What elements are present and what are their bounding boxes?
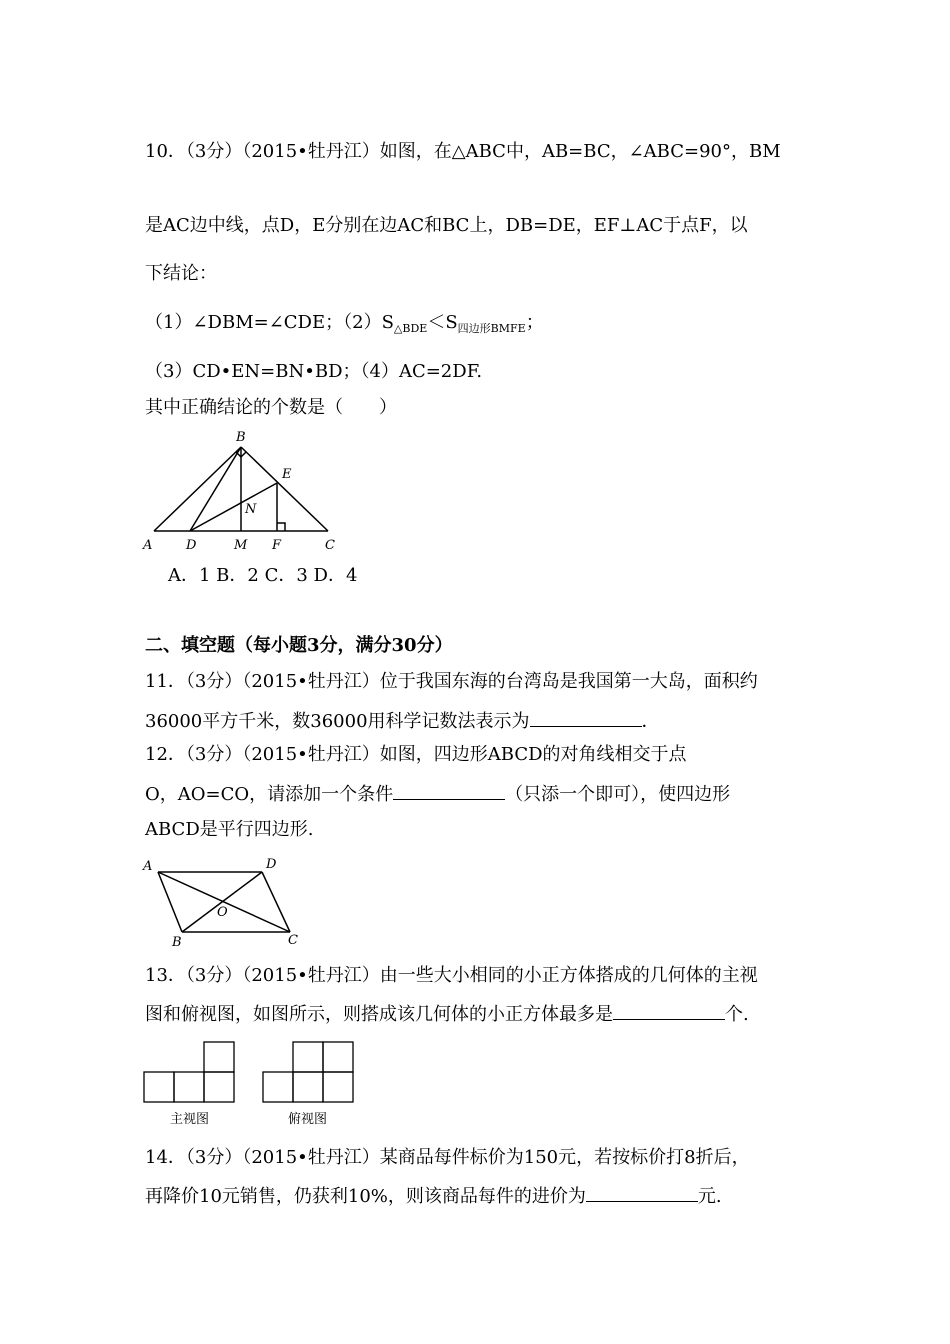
q10-subscript-bde: △BDE: [393, 322, 428, 335]
q14-text: 再降价10元销售，仍获利10%，则该商品每件的进价为: [145, 1186, 586, 1207]
q10-label-n: N: [245, 502, 257, 517]
q13-text-end: 个.: [725, 1004, 749, 1025]
q10-conclusion-part: ；: [525, 312, 544, 333]
q12-text: O，AO=CO，请添加一个条件: [145, 784, 394, 805]
q12-label-o: O: [217, 905, 228, 920]
q10-conclusion-part: （1）∠DBM=∠CDE；（2）S: [145, 312, 394, 333]
q10-label-e: E: [282, 467, 292, 482]
q12-text-line3: ABCD是平行四边形.: [145, 819, 314, 840]
q13-views-figure: [140, 1038, 365, 1130]
top-view-grid: [263, 1042, 353, 1102]
q12-label-a: A: [143, 859, 153, 874]
q13-text-line2: [145, 1001, 749, 1027]
q10-label-d: D: [186, 538, 197, 553]
q10-text-line2: 是AC边中线，点D，E分别在边AC和BC上，DB=DE，EF⊥AC于点F，以: [145, 215, 748, 236]
q12-text-line2: [145, 781, 730, 807]
q13-text-line1: 13．（3分）（2015•牡丹江）由一些大小相同的小正方体搭成的几何体的主视: [145, 965, 758, 986]
top-view-caption: 俯视图: [288, 1112, 328, 1127]
q11-text-line2: [145, 708, 660, 734]
q10-text-line3: 下结论：: [145, 263, 217, 284]
q11-text-line1: 11．（3分）（2015•牡丹江）位于我国东海的台湾岛是我国第一大岛，面积约: [145, 671, 758, 692]
q10-question-prompt: 其中正确结论的个数是（ ）: [145, 397, 397, 418]
q10-label-c: C: [325, 538, 335, 553]
q12-text-line1: 12．（3分）（2015•牡丹江）如图，四边形ABCD的对角线相交于点: [145, 744, 687, 765]
q10-conclusions-1-2: [145, 311, 544, 337]
q10-label-m: M: [234, 538, 248, 553]
q13-text: 图和俯视图，如图所示，则搭成该几何体的小正方体最多是: [145, 1004, 613, 1025]
q10-conclusion-part: ＜S: [427, 312, 458, 333]
q10-label-a: A: [143, 538, 153, 553]
q14-answer-blank[interactable]: [586, 1183, 698, 1202]
q11-text-end: ．: [641, 711, 660, 732]
q14-text-line1: 14．（3分）（2015•牡丹江）某商品每件标价为150元，若按标价打8折后，: [145, 1147, 750, 1168]
q10-subscript-bmfe: 四边形BMFE: [457, 322, 526, 335]
front-view-caption: 主视图: [170, 1112, 210, 1127]
q10-triangle-figure: [140, 425, 350, 555]
q12-parallelogram-figure: [140, 850, 315, 950]
q10-text-line1: 10．（3分）（2015•牡丹江）如图，在△ABC中，AB=BC，∠ABC=90°，BM: [145, 141, 781, 162]
q10-label-b: B: [236, 430, 246, 445]
front-view-grid: [144, 1042, 234, 1102]
q11-answer-blank[interactable]: [530, 708, 642, 727]
q10-conclusions-3-4: （3）CD•EN=BN•BD；（4）AC=2DF.: [145, 361, 483, 382]
q12-label-c: C: [288, 933, 298, 948]
q12-text-end: （只添一个即可），使四边形: [505, 784, 731, 805]
q14-text-line2: [145, 1183, 722, 1209]
q10-options: A．1 B．2 C．3 D．4: [168, 565, 358, 586]
section2-title: 二、填空题（每小题3分，满分30分）: [145, 635, 453, 656]
q12-answer-blank[interactable]: [393, 781, 505, 800]
q13-answer-blank[interactable]: [613, 1001, 725, 1020]
q14-text-end: 元.: [697, 1186, 722, 1207]
q12-label-b: B: [172, 935, 182, 950]
q12-label-d: D: [266, 857, 277, 872]
q10-label-f: F: [272, 538, 282, 553]
q11-text: 36000平方千米，数36000用科学记数法表示为: [145, 711, 530, 732]
